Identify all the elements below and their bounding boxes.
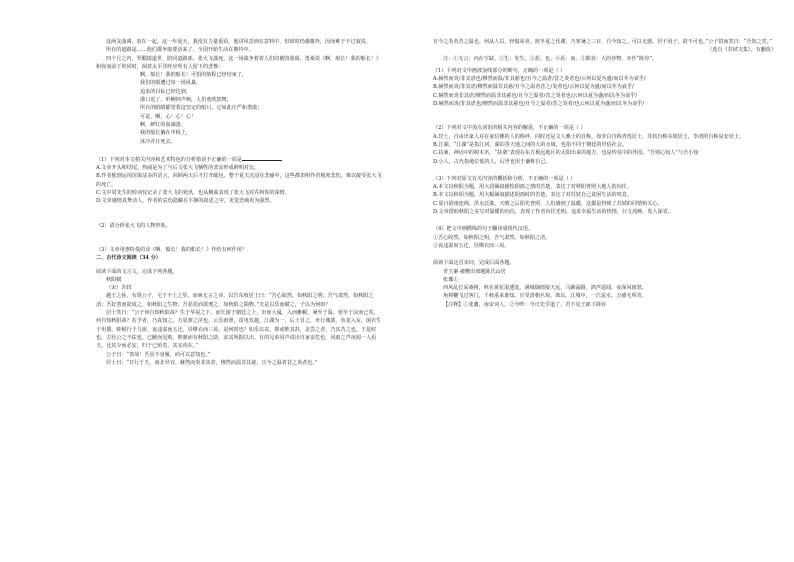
- poem-line: 冰冷并且死去。: [140, 138, 176, 145]
- question-option: D.文章感情真挚动人，作者的哀伤隐藏在平静的叙述之中，更觉悲痛更为强烈。: [96, 198, 275, 205]
- translation-question: （4）把文中画横线的句子翻译成现代汉语。: [433, 226, 534, 233]
- intro-paragraph: 四个月之内，罗醒镜道世，陪同道路部，张大飞战死。这一场战争着着人们的被毁落幕，勇桑说《啊，船长！我的船长！》 和弥而前于的同时，阔着太平洋呼应所有人留下的悲惨：: [96, 55, 382, 70]
- answer-blank: [242, 155, 282, 161]
- mcq-stem: （2）下列对文中加点词语的相关内容的解说，不正确的一项是（ ）: [433, 125, 586, 132]
- translation-item: ①吾心皎然，如秋阳之明，吾气肃然，如秋阳之清。: [433, 234, 551, 241]
- mcq-stem: （1）下列对文中画波浪线部分的断句，正确的一项是（ ）: [433, 67, 566, 74]
- mcq-option: D.小人，古代指地位低的人，后世也用于谦称自己。: [433, 158, 551, 165]
- essay-author: （宋）苏轼: [106, 285, 132, 292]
- intro-paragraph: 这两支曲调，放在一起。这一年夏天，我没有力量重看。他讲风景画在意料中，但却时仍感激外，因而难于不过叙说。: [106, 39, 371, 45]
- question-2: （2）请分析张大飞的人物形象。: [96, 222, 171, 229]
- essay-paragraph: 居士曰：“日行于天，南北异宜。赫然而炎非其虐，穆然而温非其慈，且今之温者昔之炎者也。”: [106, 359, 318, 366]
- poem-block: [96, 71, 383, 146]
- poem-line: 可是，啊，心！心！心！: [140, 113, 197, 120]
- mcq-option: A.赫然而炎/非其虐也/穆然而温/非其慈也/且今之温者/昔之炎者也/云何以夏为盛/而以冬为衰乎/: [433, 76, 646, 83]
- poem-author: 张翥①: [443, 276, 459, 283]
- mcq-option: B.赫然而炎/非其虐/穆然而温非其慈/且今之温者昔之/炎者也/云何以夏为盛/而以冬为衰乎/: [433, 84, 634, 91]
- poem-line: 所有的眼睛都望着这坚定的船只，它如此庄严和勇敢；: [140, 105, 263, 112]
- essay-continuation: 且今之炎者昔之温也。何从人以，轻愠易喜。彼冬夏之代谢，乃寒暑之三百，自今知之，可以无惑。居不用子，欲不可也。”公子拱而笑曰：“吾知之矣。”: [433, 39, 772, 45]
- intro-paragraph: 所有的道路是……他们都争取要活来了，全国开始生活在期待中。: [106, 47, 254, 54]
- poem-line: 追求的目标已经达到，: [140, 88, 191, 95]
- mcq-option: B.江湖，“江湖”是指江河、湖泊等天地之间的大的水域，也指不同于朝廷的世俗社会。: [433, 141, 627, 148]
- essay-notes: 注：①无言：内在空缺。②生：发生。③恶：也。④焉：而。⑤陈谷：大的谷物，亦作“陈谷”。: [443, 55, 658, 62]
- poem-line: 啊，船长！我的船长！可怕的航程已经结束了，: [140, 72, 247, 79]
- mcq-option: D.文章借助秋阳之美写对温暖的向往，表现了作者向往光明、追求幸福生活的热情，行文流畅，发人深省。: [433, 209, 673, 216]
- question-option: B.作者独到运用渲染法多的语言，回顾两天后才打开邮包，整个夏天沉浸在悲痛中，这些都表明作者极度悲伤，难以接受张大飞的死亡。: [96, 173, 382, 188]
- mcq-stem: （3）下列对原文有关内容的概括和分析，不正确的一项是（ ）: [433, 175, 576, 182]
- question-3: （3）文章用惠特曼的诗《啊，船长！我的船长！》作结有何作用？: [96, 246, 247, 253]
- essay-paragraph: 公子曰：“善哉！吾虽不身履，而可以意知也。”: [106, 351, 211, 358]
- mcq-option: C.夏日阴雨连绵，洪水泛滥，天晴之后阳光普照，人们感到了温暖，这都是得到了苏轼的同情和关心。: [433, 200, 663, 207]
- poem-line: 我们的船遭过每一场风暴，: [140, 80, 202, 87]
- poem-line: 西风乱打采桑树，秋在黄花湿透处。满城烟雨接天远，马蹄霜路，鸿声遥闻，夜深风雨怒。: [443, 285, 647, 292]
- mcq-option: A.居士，自由出家人对在家信佛的人的称呼，同时还是文人雅士的自称，如李白自称青莲居士，苏轼自称东坡居士，李清照自称易安居士。: [433, 133, 744, 140]
- poem-section-intro: 阅读下面这首宋词，完成后面各题。: [433, 260, 515, 267]
- section-intro: 阅读下面的文言文，完成下列各题。: [96, 268, 178, 275]
- question-option: C.文中周先生的悼词仅记录了张大飞的死讯，也从侧面表现了张大飞对乔和你的深情。: [96, 190, 290, 197]
- essay-paragraph: 居士笑曰：“公子何自知秋阳哉？生于华屋之下，而长游于朝廷之上，出而大厦，入而帷幄，暑至于温，寒至于凉而已矣，何自知秋阳哉？若予者，乃真知之。方夏潦之淫也，云烝雨泄，雷电发越，江湖为一，后土冒之，舟行城郭，鱼龙入室，菌衣生于用器，蛙蚓行于几席，夜违湿而五迁，昼燎衣而三易，是何时也？如乐以哀，抑或惟其甚，盖尝之者，乃其苦之也。于是时也，方壮公之不佑也，已敝而见败，则鼎而有秋阳之助，求其所据以出。有的兄弟同声说出自家安危也，风雨之声夜闻一人焉夫，比其少而必安，归于已殆矣，其实尚在。”: [96, 310, 382, 350]
- section-heading: 二、古代诗文阅读（34 分）: [96, 255, 161, 262]
- poem-line: 角将鞭飞过客门，千秋重来谁知。且受清朝丛菊。离以，江城中，一江流水，万感无所寄。: [443, 293, 647, 300]
- poem-line: 港口近了，听啊钟声响，人们欢欣鼓舞，: [140, 97, 232, 104]
- question-option: A.文章开头和结尾，热闹是为了与后文张大飞牺牲的悲凉形成鲜明对比。: [96, 165, 260, 172]
- essay-title: 秋阳赋: [106, 276, 122, 283]
- mcq-option: B.本文以秋阳为题，用大幅铺叙描述阴雨时的苦楚，表达了对苏轼自己贫困生活的叹息。: [433, 192, 632, 199]
- question-1-stem: （1）下列对本文相关内容和艺术特色的分析错误不正确的一项是: [96, 155, 383, 164]
- mcq-option: A.本文以秋阳为题，用大段铺叙描绘阴雨之情的苦楚，表达了对秋阳普照大地人的向往。: [433, 184, 632, 191]
- mcq-option: C.扶桑，神话中的树木名，“扶桑”表现在东方极远地区的太阳出来的地方，也是传说中的外国。“吾则心知人”与吾小知: [433, 150, 699, 157]
- essay-paragraph: 越王之孙，有贤公子，宅于不土之里，而咏无言之诗。以告东坡居士曰：“吾心皎然，如秋阳之明；吾气肃然，如秋阳之清；吾好善而欲成之，如秋阳之生物；吾恶恶而欲刑之，如秋阳之陨物。”夫是以乐而赋之，子以为何如？: [96, 293, 374, 308]
- poem-title: 青玉案·被檄出郊题陈氏山居: [443, 268, 506, 275]
- essay-source: （选自《苏轼文集》，有删改）: [707, 47, 776, 54]
- translation-item: ②夜违湿而五迁，昼燎衣而三易。: [433, 242, 510, 249]
- poem-notes: 【注释】①张翥，南宋词人。②今昨：今日先学道了，君不见王郎下降谷: [443, 301, 607, 308]
- right-page: [397, 0, 794, 562]
- poem-line: 我的船长躺在甲板上，: [140, 130, 191, 137]
- mcq-option: D.赫然而炎/非其虐也/穆然而温非其慈也/且今之温者/昔之炎者/也云何以夏为盛/而以冬为衰乎/: [433, 101, 645, 108]
- poem-line: 啊，鲜红的血滴落，: [140, 121, 186, 128]
- mcq-option: C.赫然而炎非其虐/穆然而温非其慈也/且今之温者/昔之炎者也/云何以夏为盛/而以冬为衰乎/: [433, 92, 638, 99]
